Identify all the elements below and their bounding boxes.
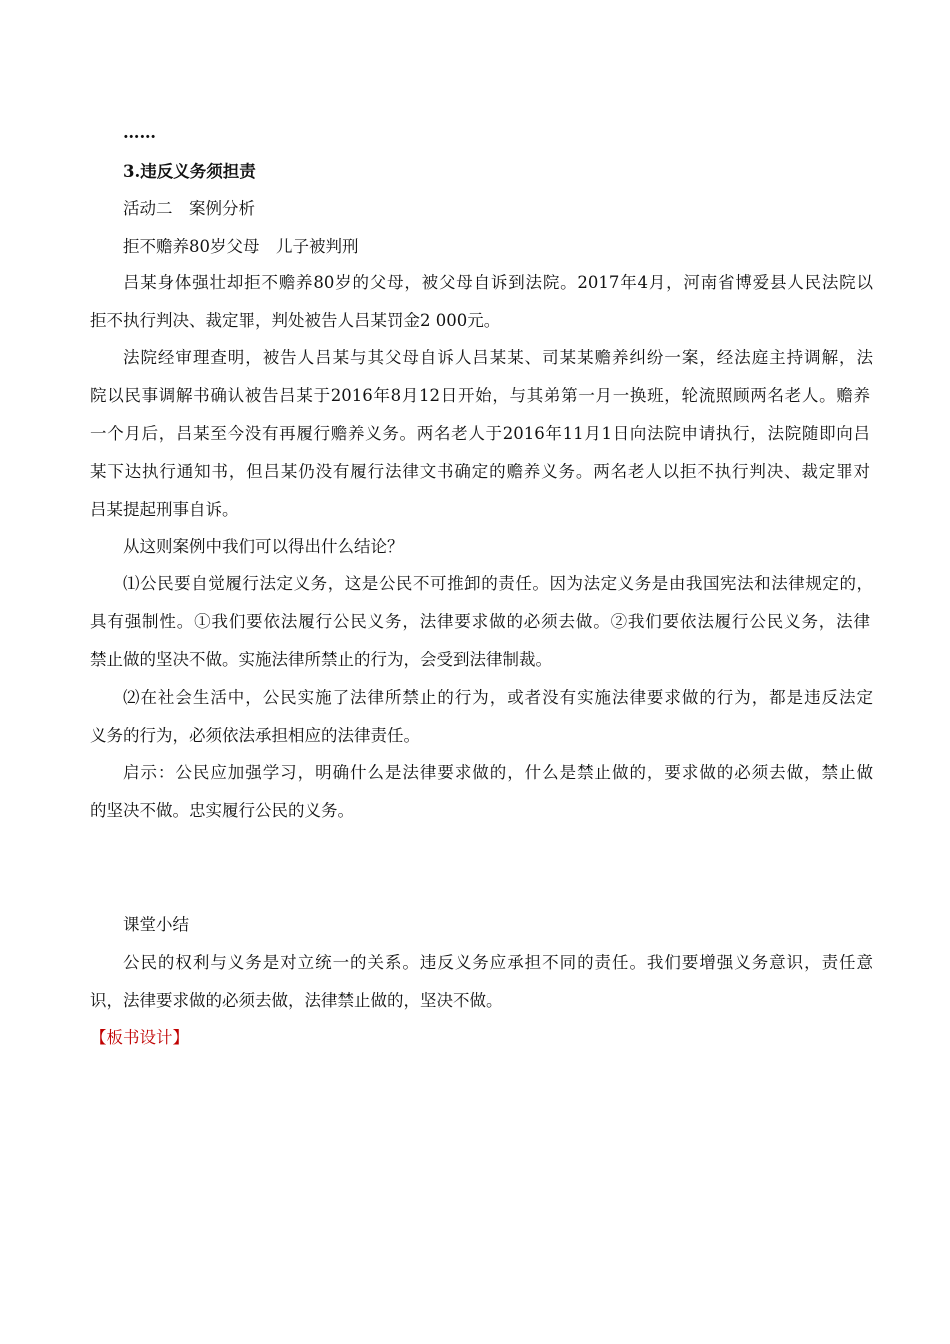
insight-line: 的坚决不做。忠实履行公民的义务。: [90, 801, 354, 820]
ellipsis: ……: [123, 123, 156, 142]
paragraph-line: 一个月后，吕某至今没有再履行赡养义务。两名老人于2016年11月1日向法院申请执行，法院随即向吕: [90, 424, 870, 443]
insight-line: 启示：公民应加强学习，明确什么是法律要求做的，什么是禁止做的，要求做的必须去做，禁止做: [123, 763, 873, 782]
board-design-heading: 【板书设计】: [90, 1028, 189, 1047]
answer-line: 义务的行为，必须依法承担相应的法律责任。: [90, 726, 420, 745]
paragraph-line: 吕某身体强壮却拒不赡养80岁的父母，被父母自诉到法院。2017年4月，河南省博爱县人民法院以: [123, 273, 873, 292]
summary-line: 公民的权利与义务是对立统一的关系。违反义务应承担不同的责任。我们要增强义务意识，责任意: [123, 953, 873, 972]
question: 从这则案例中我们可以得出什么结论？: [123, 537, 404, 556]
summary-line: 识，法律要求做的必须去做，法律禁止做的，坚决不做。: [90, 991, 503, 1010]
answer-line: 具有强制性。①我们要依法履行公民义务，法律要求做的必须去做。②我们要依法履行公民义务，法律: [90, 612, 870, 631]
section-heading: 3.违反义务须担责: [123, 162, 256, 181]
answer-line: ⑵在社会生活中，公民实施了法律所禁止的行为，或者没有实施法律要求做的行为，都是违反法定: [123, 688, 873, 707]
paragraph-line: 某下达执行通知书，但吕某仍没有履行法律文书确定的赡养义务。两名老人以拒不执行判决、裁定罪对: [90, 462, 870, 481]
activity-label: 活动二 案例分析: [123, 199, 255, 218]
paragraph-line: 法院经审理查明，被告人吕某与其父母自诉人吕某某、司某某赡养纠纷一案，经法庭主持调解，法: [123, 348, 873, 367]
summary-heading: 课堂小结: [123, 915, 189, 934]
paragraph-line: 拒不执行判决、裁定罪，判处被告人吕某罚金2 000元。: [90, 311, 501, 330]
paragraph-line: 院以民事调解书确认被告吕某于2016年8月12日开始，与其弟第一月一换班，轮流照顾两名老人。赡养: [90, 386, 870, 405]
case-title: 拒不赡养80岁父母 儿子被判刑: [123, 237, 359, 256]
answer-line: ⑴公民要自觉履行法定义务，这是公民不可推卸的责任。因为法定义务是由我国宪法和法律规定的，: [123, 574, 873, 593]
answer-line: 禁止做的坚决不做。实施法律所禁止的行为，会受到法律制裁。: [90, 650, 552, 669]
paragraph-line: 吕某提起刑事自诉。: [90, 500, 239, 519]
